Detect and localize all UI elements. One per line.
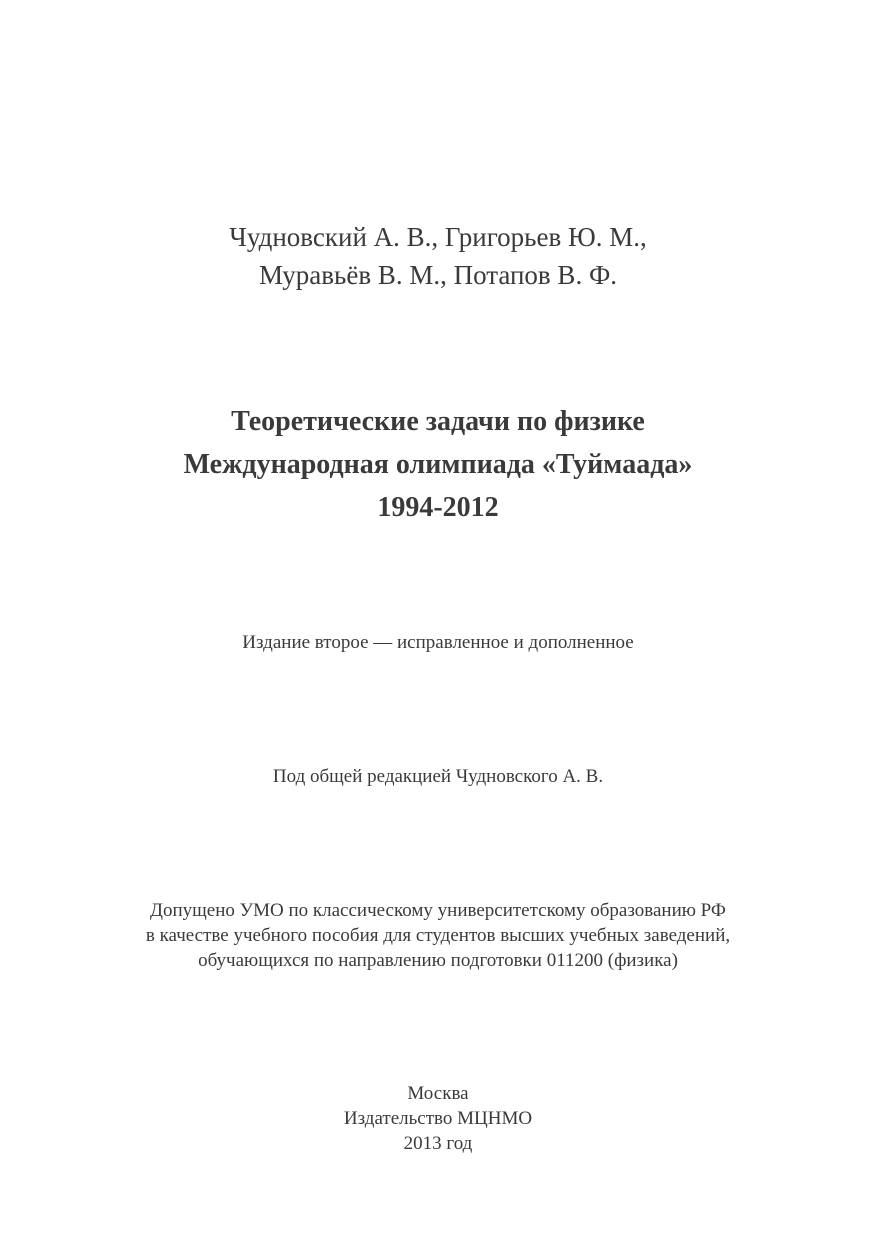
authors-block xyxy=(0,218,876,294)
authors-line-1: Чудновский А. В., Григорьев Ю. М., xyxy=(229,222,647,252)
title-years: 1994-2012 xyxy=(377,492,499,523)
imprint xyxy=(0,1081,876,1156)
title-line-2: Международная олимпиада «Туймаада» xyxy=(183,449,693,480)
edition-note xyxy=(0,630,876,656)
approval-line-1: Допущено УМО по классическому университетскому образованию РФ xyxy=(150,900,726,921)
approval-line-2: в качестве учебного пособия для студентов высших учебных заведений, xyxy=(145,925,731,946)
imprint-city: Москва xyxy=(407,1083,469,1104)
imprint-year: 2013 год xyxy=(403,1133,473,1154)
book-title xyxy=(0,400,876,529)
edition-text: Издание второе — исправленное и дополненное xyxy=(242,632,634,653)
approval-line-3: обучающихся по направлению подготовки 011200 (физика) xyxy=(198,950,678,971)
authors-line-2: Муравьёв В. М., Потапов В. Ф. xyxy=(258,260,618,290)
title-line-1: Теоретические задачи по физике xyxy=(231,406,645,437)
editor-text: Под общей редакцией Чудновского А. В. xyxy=(272,766,604,787)
approval-note xyxy=(0,898,876,973)
imprint-publisher: Издательство МЦНМО xyxy=(343,1108,533,1129)
editor-note xyxy=(0,764,876,790)
